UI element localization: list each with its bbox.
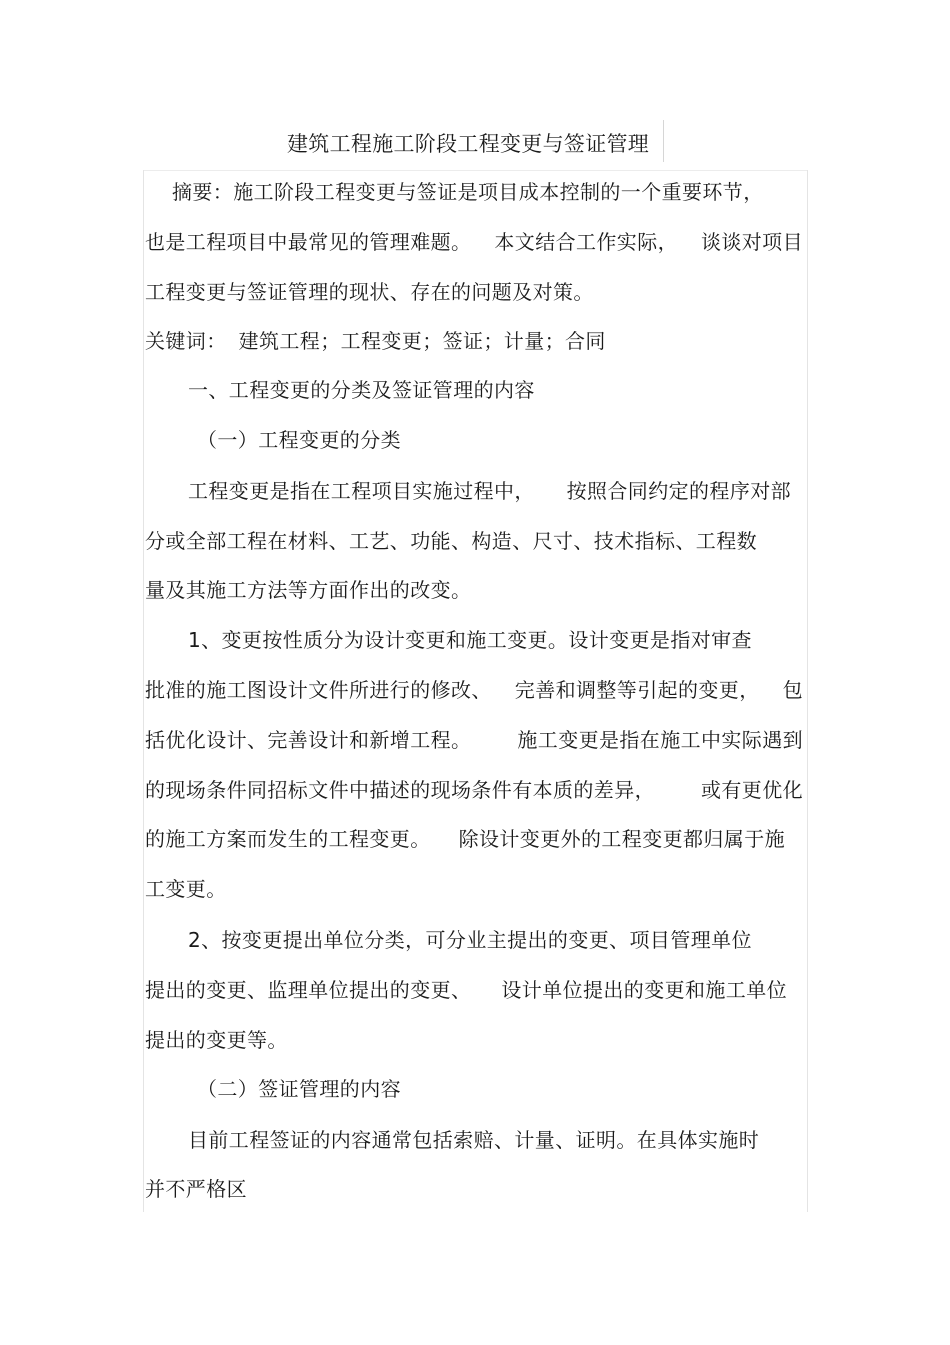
text-segment: 括优化设计、完善设计和新增工程。: [145, 728, 472, 752]
paragraph-line: [145, 725, 803, 755]
keywords-value: 建筑工程；工程变更；签证；计量；合同: [238, 329, 606, 353]
keywords-line: [145, 326, 606, 356]
section-heading: 一、工程变更的分类及签证管理的内容: [188, 378, 535, 402]
text-segment: 谈谈对项目: [700, 230, 803, 254]
frame-right-border: [807, 170, 808, 1212]
text-segment: 施工变更是指在施工中实际遇到: [517, 728, 803, 752]
subsection-heading: （二）签证管理的内容: [197, 1077, 401, 1101]
abstract-line-3: 工程变更与签证管理的现状、存在的问题及对策。: [145, 280, 594, 304]
paragraph-line: [145, 824, 785, 854]
frame-top-border: [143, 170, 808, 171]
text-segment: 设计单位提出的变更和施工单位: [501, 978, 787, 1002]
text-segment: 也是工程项目中最常见的管理难题。: [145, 230, 472, 254]
abstract-line-1: 摘要：施工阶段工程变更与签证是项目成本控制的一个重要环节，: [172, 180, 764, 204]
text-segment: 包: [782, 678, 803, 702]
paragraph-line: [145, 775, 803, 805]
paragraph-line: 量及其施工方法等方面作出的改变。: [145, 578, 472, 602]
title-divider: [663, 120, 664, 162]
paragraph-line: 目前工程签证的内容通常包括索赔、计量、证明。在具体实施时: [188, 1128, 760, 1152]
text-segment: 工程变更是指在工程项目实施过程中，: [188, 479, 535, 503]
text-segment: 除设计变更外的工程变更都归属于施: [458, 827, 785, 851]
text-segment: 按照合同约定的程序对部: [566, 479, 791, 503]
text-segment: 完善和调整等引起的变更，: [514, 678, 760, 702]
text-segment: 本文结合工作实际，: [494, 230, 678, 254]
text-segment: 提出的变更、监理单位提出的变更、: [145, 978, 472, 1002]
frame-left-border: [143, 170, 144, 1212]
text-segment: 或有更优化: [701, 778, 803, 802]
paragraph-line: 提出的变更等。: [145, 1028, 288, 1052]
paragraph-line: 并不严格区: [145, 1177, 247, 1201]
paragraph-line: [145, 675, 803, 705]
text-segment: 的现场条件同招标文件中描述的现场条件有本质的差异，: [145, 778, 655, 802]
abstract-line-2: [145, 227, 803, 257]
subsection-heading: （一）工程变更的分类: [197, 428, 401, 452]
text-segment: 批准的施工图设计文件所进行的修改、: [145, 678, 492, 702]
paragraph-line: [145, 975, 787, 1005]
keywords-label: 关键词：: [145, 329, 227, 353]
document-title: 建筑工程施工阶段工程变更与签证管理: [287, 132, 650, 156]
paragraph-line: 1、变更按性质分为设计变更和施工变更。设计变更是指对审查: [188, 628, 752, 652]
text-segment: 的施工方案而发生的工程变更。: [145, 827, 431, 851]
paragraph-line: 2、按变更提出单位分类，可分业主提出的变更、项目管理单位: [188, 928, 752, 952]
paragraph-line: 分或全部工程在材料、工艺、功能、构造、尺寸、技术指标、工程数: [145, 529, 757, 553]
paragraph-line: 工变更。: [145, 877, 227, 901]
paragraph-line: [188, 476, 791, 506]
